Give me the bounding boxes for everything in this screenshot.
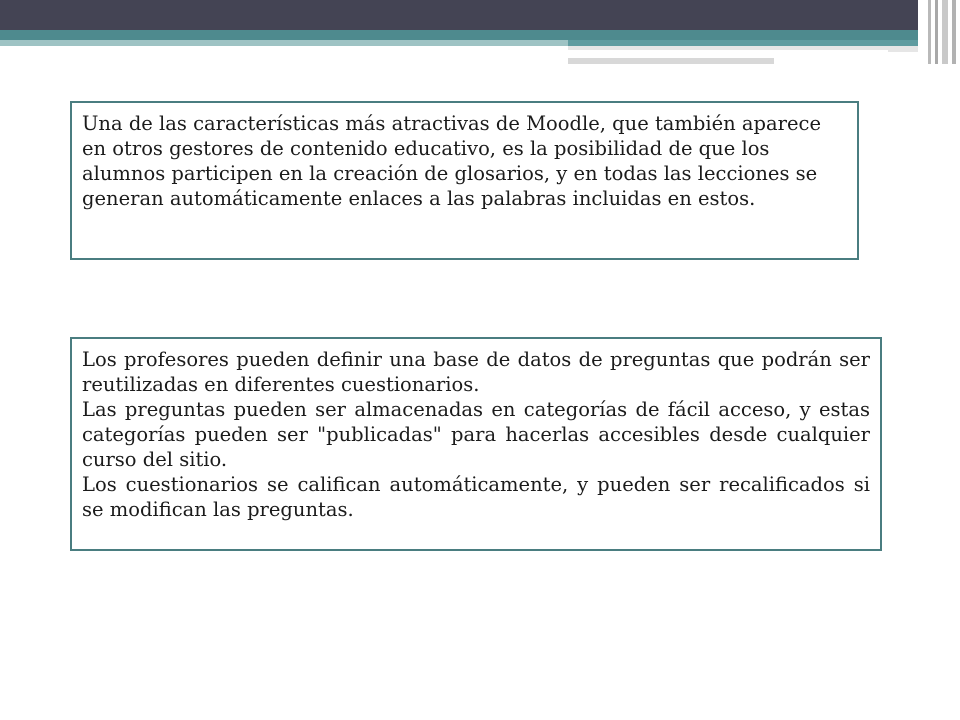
- quiz-paragraph-categories: Las preguntas pueden ser almacenadas en categorías de fácil acceso, y estas categorías pueden ser "publicadas" para hacerlas accesibles desde cualquier curso del sitio.: [82, 398, 870, 471]
- header-divider-line: [568, 50, 888, 52]
- header-bar-dark: [0, 0, 960, 30]
- quiz-paragraph-grading: Los cuestionarios se califican automáticamente, y pueden ser recalificados si se modifican las preguntas.: [82, 473, 870, 521]
- corner-stripe: [942, 0, 948, 64]
- header-bar-gray-lower: [568, 58, 774, 64]
- header-bar-teal-light: [0, 40, 568, 46]
- corner-stripe: [928, 0, 931, 64]
- quiz-text-box: [70, 337, 882, 551]
- corner-stripe: [952, 0, 956, 64]
- header-corner-decoration: [918, 0, 960, 64]
- glossary-text-box: [70, 101, 859, 260]
- corner-stripe: [935, 0, 938, 64]
- header-bar-teal: [0, 30, 960, 40]
- glossary-paragraph: Una de las características más atractivas de Moodle, que también aparece en otros gestores de contenido educativo, es la posibilidad de que los alumnos participen en la creación de glosarios, y en todas las lecciones se generan automáticamente enlaces a las palabras incluidas en estos.: [82, 112, 821, 210]
- quiz-paragraph-question-bank: Los profesores pueden definir una base de datos de preguntas que podrán ser reutilizadas en diferentes cuestionarios.: [82, 348, 870, 396]
